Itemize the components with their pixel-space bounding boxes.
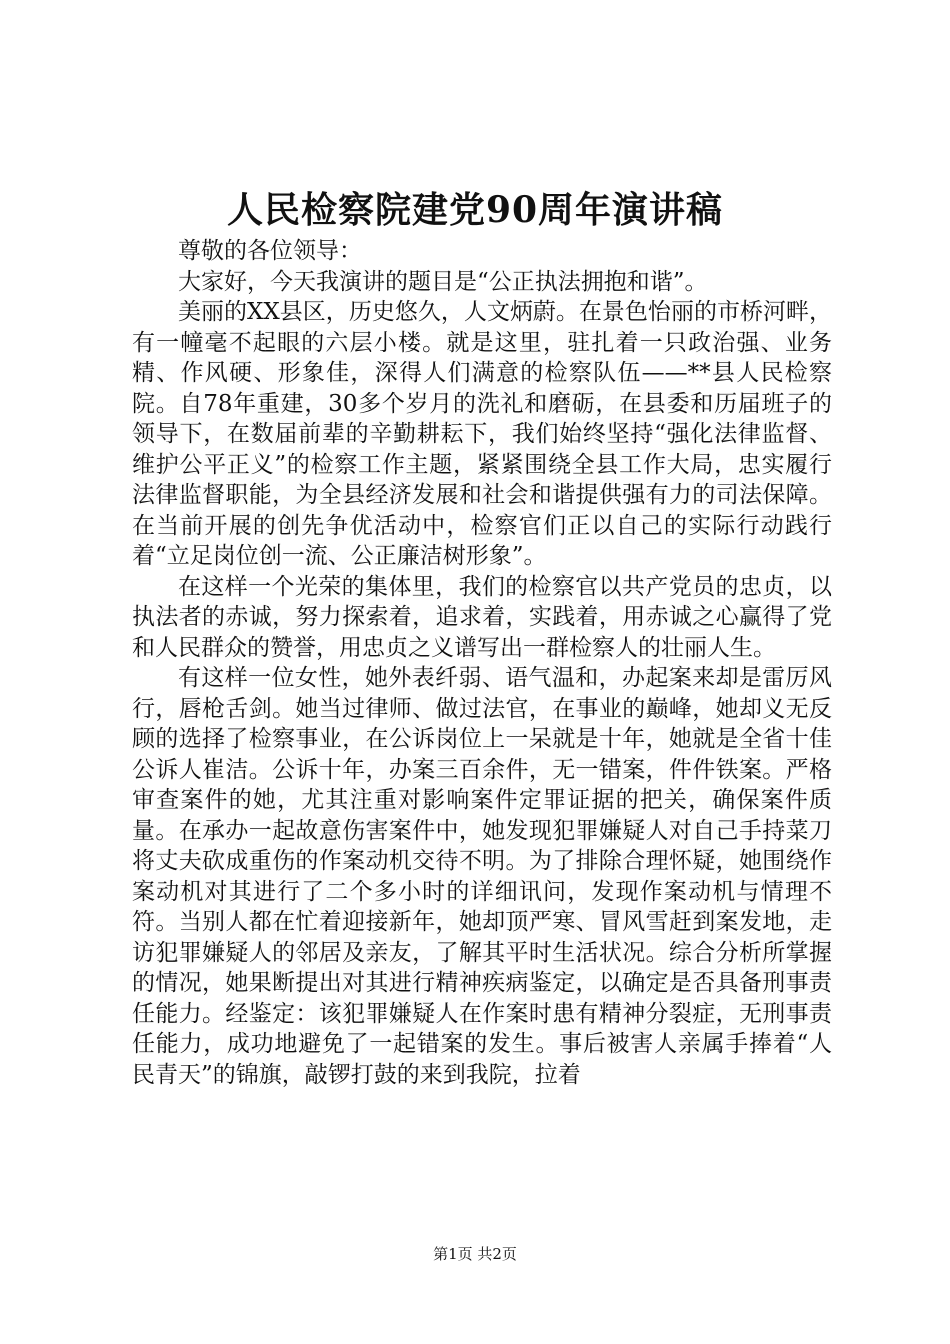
page-number-footer: 第1页 共2页 [433, 1245, 517, 1263]
document-title: 人民检察院建党90周年演讲稿 [226, 189, 724, 231]
body-paragraph: 美丽的XX县区，历史悠久，人文炳蔚。在景色怡丽的市桥河畔，有一幢毫不起眼的六层小楼。就是这里，驻扎着一只政治强、业务精、作风硬、形象佳，深得人们满意的检察队伍——**县人民检察院。自78年重建，30多个岁月的洗礼和磨砺，在县委和历届班子的领导下，在数届前辈的辛勤耕耘下，我们始终坚持“强化法律监督、维护公平正义”的检察工作主题，紧紧围绕全县工作大局，忠实履行法律监督职能，为全县经济发展和社会和谐提供强有力的司法保障。在当前开展的创先争优活动中，检察官们正以自己的实际行动践行着“立足岗位创一流、公正廉洁树形象”。 [132, 299, 832, 569]
body-paragraph: 在这样一个光荣的集体里，我们的检察官以共产党员的忠贞，以执法者的赤诚，努力探索着，追求着，实践着，用赤诚之心赢得了党和人民群众的赞誉，用忠贞之义谱写出一群检察人的壮丽人生。 [132, 573, 832, 661]
document-body [132, 236, 832, 1090]
body-paragraph: 有这样一位女性，她外表纤弱、语气温和，办起案来却是雷厉风行，唇枪舌剑。她当过律师、做过法官，在事业的巅峰，她却义无反顾的选择了检察事业，在公诉岗位上一呆就是十年，她就是全省十佳公诉人崔洁。公诉十年，办案三百余件，无一错案，件件铁案。严格审查案件的她，尤其注重对影响案件定罪证据的把关，确保案件质量。在承办一起故意伤害案件中，她发现犯罪嫌疑人对自己手持菜刀将丈夫砍成重伤的作案动机交待不明。为了排除合理怀疑，她围绕作案动机对其进行了二个多小时的详细讯问，发现作案动机与情理不符。当别人都在忙着迎接新年，她却顶严寒、冒风雪赶到案发地，走访犯罪嫌疑人的邻居及亲友，了解其平时生活状况。综合分析所掌握的情况，她果断提出对其进行精神疾病鉴定，以确定是否具备刑事责任能力。经鉴定：该犯罪嫌疑人在作案时患有精神分裂症，无刑事责任能力，成功地避免了一起错案的发生。事后被害人亲属手捧着“人民青天”的锦旗，敲锣打鼓的来到我院，拉着 [132, 665, 832, 1088]
salutation-paragraph: 尊敬的各位领导： [178, 238, 362, 264]
greeting-paragraph: 大家好，今天我演讲的题目是“公正执法拥抱和谐”。 [178, 268, 708, 295]
